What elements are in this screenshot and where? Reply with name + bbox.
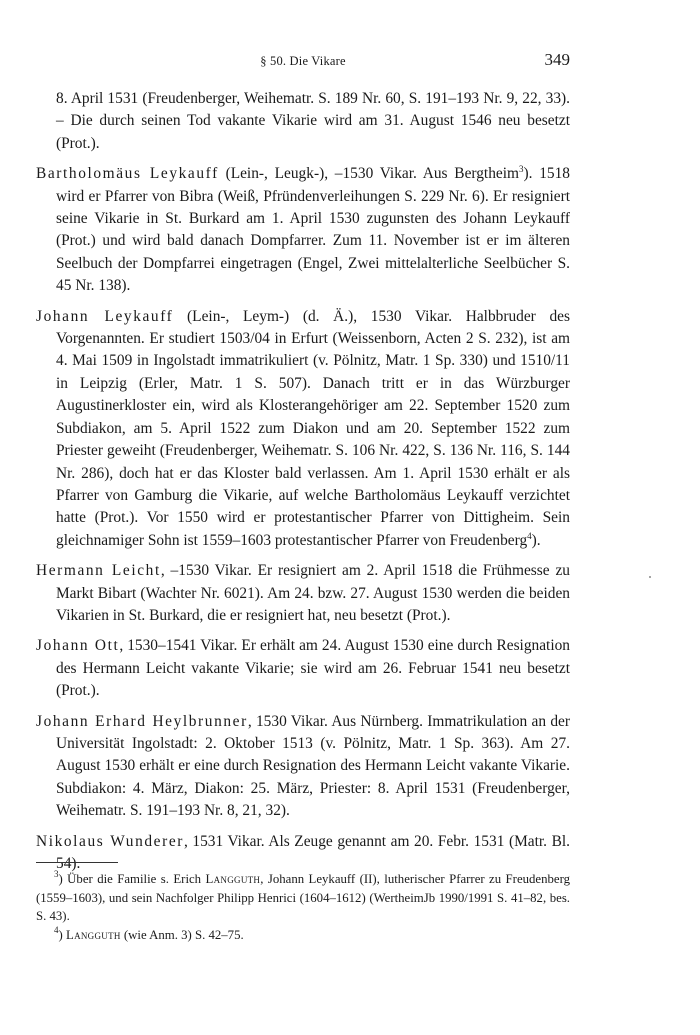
footnote-divider bbox=[36, 862, 118, 863]
entry-text: 8. April 1531 (Freudenberger, Weihematr. S. 189 Nr. 60, S. 191–193 Nr. 9, 22, 33). – Die durch seinen Tod vakante Vikarie wird am 31. August 1546 neu besetzt (Prot.). bbox=[56, 90, 570, 152]
entry-name: Johann Ott bbox=[36, 637, 120, 655]
entry-johann-leykauff bbox=[36, 306, 570, 552]
entry-text: , 1531 Vikar. Als Zeuge genannt am 20. Febr. 1531 (Matr. Bl. 54). bbox=[56, 832, 570, 872]
entry-name: Nikolaus Wunderer bbox=[36, 832, 184, 850]
footnotes bbox=[36, 870, 570, 944]
entry-text-cont: ). bbox=[531, 531, 541, 549]
page-number: 349 bbox=[544, 50, 570, 69]
entry-text: , –1530 Vikar. Er resigniert am 2. April 1518 die Frühmesse zu Markt Bibart (Wachter Nr. 6021). Am 24. bzw. 27. August 1530 werden die beiden Vikarien in St. Burkard, die er resigniert hat, neu besetzt (Prot.). bbox=[56, 562, 570, 624]
footnote-author: Langguth bbox=[205, 872, 261, 886]
entry-johann-erhard-heylbrunner bbox=[36, 711, 570, 823]
footnote-ref[interactable]: 4 bbox=[527, 530, 532, 541]
entry-name: Bartholomäus Leykauff bbox=[36, 165, 219, 183]
entry-hermann-leicht bbox=[36, 560, 570, 627]
entry-text: , 1530–1541 Vikar. Er erhält am 24. August 1530 eine durch Resignation des Hermann Leicht vakante Vikarie; sie wird am 26. Februar 1541 neu besetzt (Prot.). bbox=[56, 637, 571, 700]
main-text bbox=[36, 88, 570, 883]
footnote-text: ) bbox=[58, 927, 66, 942]
entry-name: Hermann Leicht bbox=[36, 562, 161, 580]
footnote-4 bbox=[36, 926, 570, 945]
entry-continuation bbox=[36, 88, 570, 155]
footnote-text-cont: , Johann Leykauff (II), lutherischer Pfarrer zu Freudenberg (1559–1603), und sein Nachfolger Philipp Henrici (1604–1612) (WertheimJb 1990/1991 S. 41–82, bes. S. 43). bbox=[36, 872, 571, 923]
entry-text: (Lein-, Leugk-), –1530 Vikar. Aus Bergtheim bbox=[218, 165, 519, 183]
footnote-text-cont: (wie Anm. 3) S. 42–75. bbox=[120, 927, 244, 942]
entry-johann-ott bbox=[36, 635, 570, 702]
footnote-mark: 4 bbox=[54, 924, 59, 935]
footnote-ref[interactable]: 3 bbox=[519, 164, 524, 175]
entry-text: , 1530 Vikar. Aus Nürnberg. Immatrikulation an der Universität Ingolstadt: 2. Oktober 1513 (v. Pölnitz, Matr. 1 Sp. 363). Am 27. August 1530 erhält er eine durch Resignation des Hermann Leicht vakante Vikarie. Subdiakon: 4. März, Diakon: 25. März, Priester: 8. April 1531 (Freudenberger, Weihematr. S. 191–193 Nr. 8, 21, 32). bbox=[56, 712, 571, 820]
footnote-mark: 3 bbox=[54, 869, 59, 879]
margin-mark bbox=[649, 576, 651, 578]
entry-bartholomaeus-leykauff bbox=[36, 163, 570, 297]
footnote-3 bbox=[36, 870, 570, 926]
footnote-author: Langguth bbox=[65, 927, 121, 942]
footnote-text: ) Über die Familie s. Erich bbox=[58, 872, 206, 886]
entry-text: (Lein-, Leym-) (d. Ä.), 1530 Vikar. Halbbruder des Vorgenannten. Er studiert 1503/04 in Erfurt (Weissenborn, Acten 2 S. 232), ist am 4. Mai 1509 in Ingolstadt immatrikuliert (v. Pölnitz, Matr. 1 Sp. 330) und 1510/11 in Leipzig (Erler, Matr. 1 S. 507). Danach tritt er in das Würzburger Augustinerkloster ein, wird als Klosterangehöriger am 22. September 1520 zum Subdiakon, am 5. April 1522 zum Diakon und am 20. September 1522 zum Priester geweiht (Freudenberger, Weihematr. S. 106 Nr. 422, S. 136 Nr. 116, S. 144 Nr. 286), doch hat er das Kloster bald verlassen. Am 1. April 1530 erhält er als Pfarrer von Gamburg die Vikarie, auf welche Bartholomäus Leykauff verzichtet hatte (Prot.). Vor 1550 wird er protestantischer Pfarrer von Dittigheim. Sein gleichnamiger Sohn ist 1559–1603 protestantischer Pfarrer von Freudenberg bbox=[56, 307, 570, 549]
entry-nikolaus-wunderer bbox=[36, 831, 570, 876]
entry-text-cont: ). 1518 wird er Pfarrer von Bibra (Weiß, Pfründenverleihungen S. 229 Nr. 6). Er resigniert seine Vikarie in St. Burkard am 1. April 1530 zugunsten des Johann Leykauff (Prot.) und wird bald danach Dompfarrer. Zum 11. November ist er im älteren Seelbuch der Dompfarrei eingetragen (Engel, Zwei mittelalterliche Seelbücher S. 45 Nr. 138). bbox=[56, 165, 571, 295]
section-title: § 50. Die Vikare bbox=[260, 54, 346, 68]
entry-name: Johann Leykauff bbox=[36, 307, 174, 325]
running-header bbox=[36, 50, 570, 72]
entry-name: Johann Erhard Heylbrunner bbox=[36, 712, 248, 730]
